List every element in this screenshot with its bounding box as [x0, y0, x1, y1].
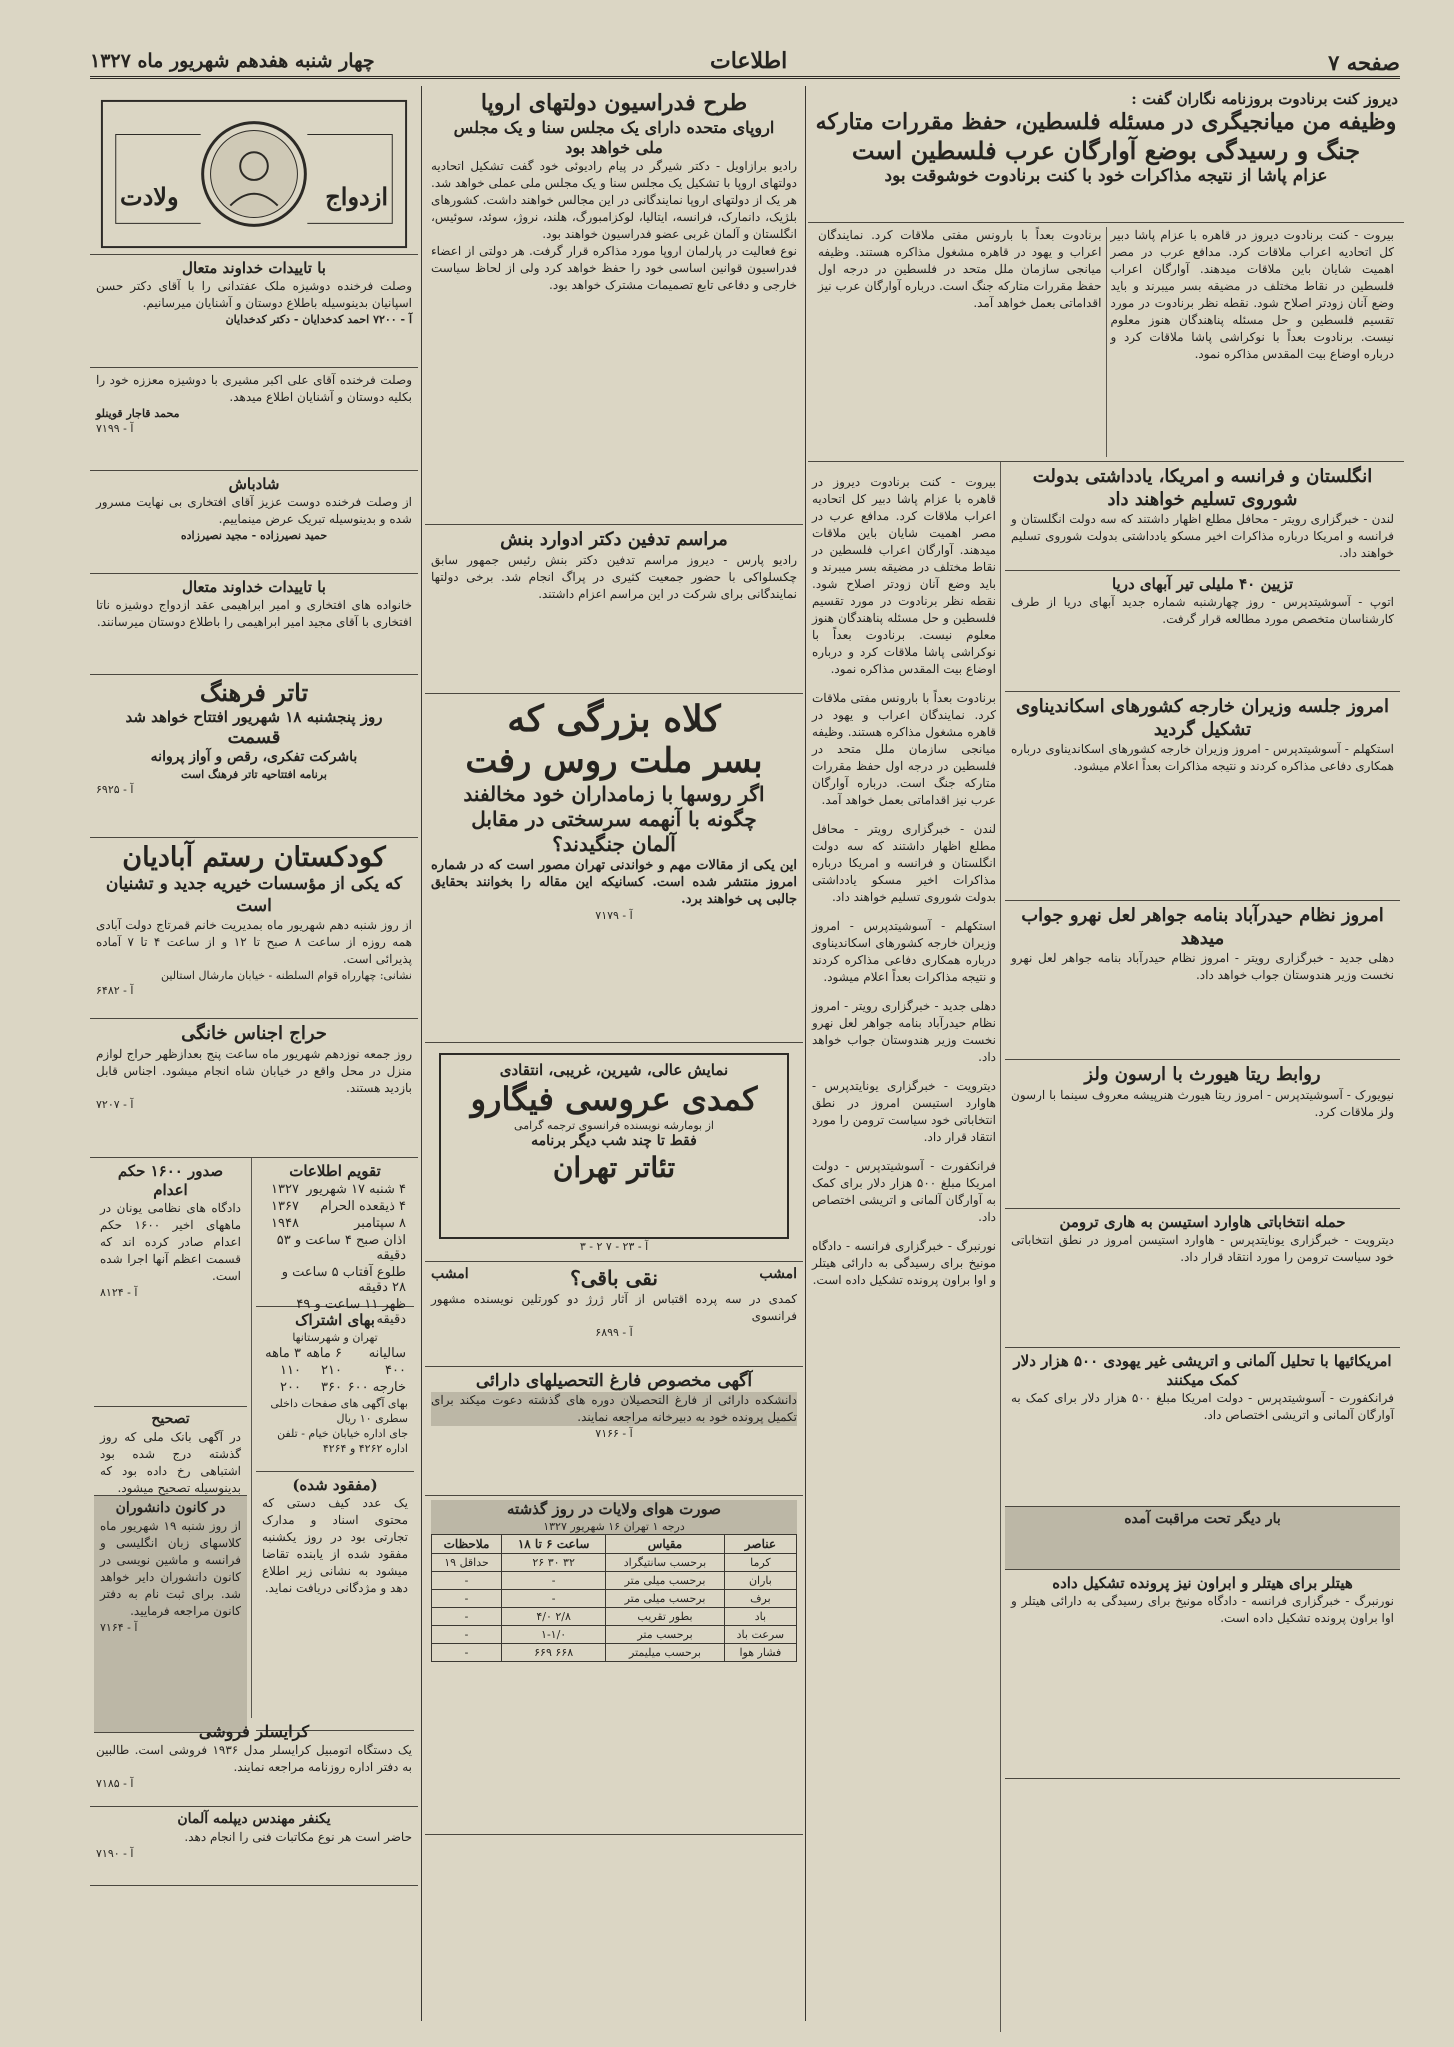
news-text: استکهلم - آسوشیتدپرس - امروز وزیران خارجه کشورهای اسکاندیناوی درباره همکاری دفاعی مذاکره کردند و نتیجه مذاکرات بعداً اعلام میشود.	[1011, 742, 1394, 773]
subscription-note: بهای آگهی های صفحات داخلی سطری ۱۰ ریال	[270, 1396, 408, 1425]
ad-code: آ - ۷۱۶۶	[595, 1427, 633, 1441]
notice-text: در آگهی بانک ملی که روز گذشته درج شده بود اشتباهی رخ داده بود که بدینوسیله تصحیح میشود.	[100, 1429, 241, 1495]
notice-text: یک عدد کیف دستی که محتوی اسناد و مدارک تجارتی بود در روز یکشنبه مفقود شده از یابنده تقاضا میشود به نشانی زیر اطلاع دهد و مژدگانی دریافت نماید.	[262, 1495, 408, 1595]
subscription-subtitle: تهران و شهرستانها	[292, 1330, 378, 1344]
subscription-table	[262, 1345, 408, 1396]
tonight-ad	[425, 1262, 803, 1367]
story-text: نوع فعالیت در پارلمان اروپا مورد مذاکره قرار گرفت. هر دولتی از اعضاء فدراسیون قوانین اساسی خود را حفظ خواهد کرد ولی از لحاظ سیاست خارجی و دفاعی تابع تصمیمات مشترک خواهد بود.	[431, 243, 797, 292]
ad-subhead: اگر روسها با زمامداران خود مخالفند	[463, 781, 765, 806]
weather-header-row	[432, 1534, 797, 1553]
tonight-row	[431, 1266, 797, 1291]
page-header	[90, 28, 1400, 79]
school-ad	[94, 1496, 247, 1733]
ad-code: آ - ۲۳ - ۷ ۲ - ۳	[579, 1240, 649, 1253]
ad-subhead: چگونه با آنهمه سرسختی در مقابل	[471, 806, 757, 831]
ad-code: آ - ۶۹۲۵	[96, 782, 134, 796]
news-text: دهلی جدید - خبرگزاری رویتر - امروز نظام حیدرآباد بنامه جواهر لعل نهرو نخست وزیر هندوستان جواب خواهد داد.	[1011, 951, 1394, 982]
ad-code: آ - ۷۱۸۵	[96, 1777, 134, 1790]
europe-story	[425, 86, 803, 525]
news-item	[1005, 462, 1400, 571]
calendar-row: طلوع آفتاب ۵ ساعت و ۲۸ دقیقه	[281, 1264, 406, 1295]
announcement-text: از وصلت فرخنده دوست عزیز آقای افتخاری بی نهایت مسرور شده و بدینوسیله تبریک عرض مینماییم.	[96, 494, 412, 526]
weather-row: باران برحسب میلی متر - -	[432, 1571, 797, 1589]
news-title: امریکائیها با تحلیل آلمانی و اتریشی غیر یهودی ۵۰۰ هزار دلار کمک میکنند	[1013, 1352, 1392, 1389]
calendar-row: ۴ ذیقعده الحرام ۱۳۶۷	[271, 1198, 406, 1214]
subscription-box	[256, 1307, 414, 1472]
emblem-label-marriage: ازدواج	[325, 182, 388, 211]
engineer-ad	[90, 1807, 418, 1886]
news-item	[1005, 1209, 1400, 1348]
ad-title: تاتر فرهنگ	[199, 678, 309, 707]
calendar-table	[262, 1181, 408, 1328]
subscription-row: خارجه ۶۰۰ ۳۶۰ ۲۰۰	[280, 1379, 406, 1395]
story-kicker: دیروز کنت برنادوت بروزنامه نگاران گفت :	[1131, 90, 1398, 108]
news-item	[1005, 1570, 1400, 1779]
news-column	[1001, 462, 1404, 2032]
ad-title: نقی باقی؟	[570, 1266, 658, 1290]
announcement-names: آ - ۷۲۰۰ احمد کدخدایان - دکتر کدخدایان	[225, 312, 412, 326]
ad-line: روز پنجشنبه ۱۸ شهریور افتتاح خواهد شد	[125, 707, 383, 726]
weather-row: سرعت باد برحسب متر ۱-۱/۰ -	[432, 1625, 797, 1643]
ad-code: آ - ۷۱۶۴	[100, 1620, 138, 1634]
ad-theater: تئاتر تهران	[552, 1150, 676, 1184]
theater-ad	[90, 675, 418, 838]
announcement-text: وصلت فرخنده آقای علی اکبر مشیری با دوشیزه معززه خود را بکلیه دوستان و آشنایان اطلاع میدهد.	[96, 373, 412, 404]
column-rule	[421, 86, 422, 2021]
funeral-story	[425, 525, 803, 694]
ad-code: آ - ۷۲۰۷	[96, 1097, 134, 1111]
column-right	[808, 86, 1404, 2021]
lead-story-head	[808, 86, 1404, 223]
story-text: رادیو پارس - دیروز مراسم تدفین دکتر بنش رئیس جمهور سابق چکسلواکی با حضور جمعیت کثیری در پراگ انجام شد. برخی دولتها نمایندگانی برای شرکت در این مراسم اعزام داشتند.	[431, 552, 797, 601]
lead-story-body	[808, 223, 1404, 462]
ad-headline: کلاه بزرگی که	[507, 698, 721, 740]
story-text: بیروت - کنت برنادوت دیروز در قاهره با عزام پاشا دبیر کل اتحادیه اعراب ملاقات کرد. مدافع عرب در مصر اهمیت شایان باین ملاقات میدهند. آوارگان اعراب فلسطین در نقاط مختلف در مضیقه بسر میبرند و باید وضع آنان زودتر اصلاح شود. نقطه نظر برنادوت در مورد تقسیم فلسطین و حل مسئله پناهندگان هنوز معلوم نیست. برنادوت بعداً با نوکراشی پاشا ملاقات کرد و درباره اوضاع بیت المقدس مذاکره نمود.	[1110, 228, 1394, 361]
emblem-label-birth: ولادت	[120, 182, 179, 211]
left-col-left	[90, 1158, 252, 1718]
notice-title: (مفقود شده)	[292, 1476, 378, 1494]
column-rule	[805, 86, 806, 2021]
issue-date: چهار شنبه هفدهم شهریور ماه ۱۳۲۷	[90, 50, 375, 72]
weather-title: صورت هوای ولایات در روز گذشته	[431, 1500, 797, 1519]
page-number: صفحه ۷	[1328, 50, 1400, 75]
auction-ad	[90, 1019, 418, 1158]
ad-text: از روز شنبه دهم شهریور ماه بمدیریت خانم قمرتاج دولت آبادی همه روزه از ساعت ۸ صبح تا ۱۲ و از ساعت ۴ تا ۷ آماده پذیرائی است.	[96, 917, 412, 966]
story-code: آ - ۸۱۲۴	[100, 1285, 138, 1299]
announcement	[90, 255, 418, 368]
news-title: روابط ریتا هیورث با ارسون ولز	[1084, 1064, 1321, 1085]
news-item	[1005, 1060, 1400, 1209]
weather-report	[425, 1496, 803, 1835]
ad-code: آ - ۷۱۷۹	[595, 908, 633, 922]
ad-subhead: که یکی از مؤسسات خیریه جدید و تشنیان است	[105, 874, 403, 916]
weather-header: مقیاس	[606, 1534, 725, 1553]
announcements-emblem	[90, 86, 418, 255]
weather-row: فشار هوا برحسب میلیمتر ۶۶۸ ۶۶۹ -	[432, 1643, 797, 1661]
news-title: امروز نظام حیدرآباد بنامه جواهر لعل نهرو جواب میدهد	[1021, 905, 1384, 949]
figaro-box	[439, 1053, 789, 1239]
magazine-ad	[425, 694, 803, 1043]
news-text: دیترویت - خبرگزاری یونایتدپرس - هاوارد استیسن امروز در نطق انتخاباتی خود سیاست ترومن را مورد انتقاد قرار داد.	[1011, 1232, 1394, 1264]
sub-columns	[808, 462, 1404, 2032]
kindergarten-ad	[90, 838, 418, 1019]
story-subhead: اروپای متحده دارای یک مجلس سنا و یک مجلس	[453, 117, 775, 137]
announcement-text: وصلت فرخنده دوشیزه ملک عفتدانی را با آقای دکتر حسن اسپانیان بدینوسیله باطلاع دوستان و آشنایان میرسانیم.	[96, 278, 412, 310]
ad-line: فقط تا چند شب دیگر برنامه	[531, 1133, 697, 1150]
ad-text: روز جمعه نوزدهم شهریور ماه ساعت پنج بعدازظهر حراج لوازم منزل در محل واقع در خیابان شاه انجام میشود. اجناس قابل بازدید هستند.	[96, 1046, 412, 1095]
news-item	[1005, 571, 1400, 692]
news-item	[1005, 901, 1400, 1060]
announcement-text: خانواده های افتخاری و امیر ابراهیمی عقد ازدواج دوشیزه ناتا افتخاری با آقای مجید امیر ابراهیمی را باطلاع دوستان میرسانند.	[96, 597, 412, 629]
news-title: هیتلر برای هیتلر و ابراون نیز پرونده تشکیل داده	[1052, 1574, 1353, 1592]
story-headline: طرح فدراسیون دولتهای اروپا	[480, 90, 748, 116]
news-title: بار دیگر تحت مراقبت آمده	[1124, 1511, 1281, 1527]
news-text: نیویورک - آسوشیتدپرس - امروز ریتا هیورث هنرپیشه معروف سینما با ارسون ولز ملاقات کرد.	[1011, 1087, 1394, 1119]
ad-code: آ - ۶۸۹۹	[595, 1326, 633, 1339]
ad-text: این یکی از مقالات مهم و خواندنی تهران مصور است که در شماره امروز منتشر شده است. کسانیکه این مقاله را بخوانند بحقایق جالبی پی خواهند برد.	[431, 857, 797, 907]
calendar-row: ظهر ۱۱ ساعت و ۴۹ دقیقه	[296, 1296, 406, 1327]
story-title: صدور ۱۶۰۰ حکم اعدام	[117, 1162, 224, 1199]
death-sentence-story	[94, 1158, 247, 1407]
subscription-title: بهای اشتراک	[295, 1311, 375, 1329]
story-text: برنادوت بعداً با بارونس مفتی ملاقات کرد. نمایندگان اعراب و یهود در قاهره مشغول مذاکره هستند. وظیفه میانجی سازمان ملل متحد در فلسطین در درجه اول حفظ مقررات متارکه جنگ است. درباره آوارگان عرب نیز اقداماتی بعمل خواهد آمد.	[814, 227, 1107, 457]
ad-text: از روز شنبه ۱۹ شهریور ماه کلاسهای زبان انگلیسی و فرانسه و ماشین نویسی در کانون دانشوران دایر خواهد شد. برای ثبت نام به دفتر کانون مراجعه فرمایید.	[100, 1518, 242, 1618]
ad-line: باشرکت تفکری، رقص و آواز پروانه	[150, 749, 358, 766]
wedding-birth-emblem-icon	[96, 90, 412, 258]
figaro-ad	[425, 1043, 803, 1262]
news-text: لندن - خبرگزاری رویتر - محافل مطلع اظهار داشتند که سه دولت انگلستان و فرانسه و امریکا درباره مذاکرات اخیر مسکو یادداشتی بدولت شوروی تسلیم خواهند داد.	[1011, 512, 1394, 560]
announcement-title: با تاییدات خداوند متعال	[182, 259, 326, 277]
weather-table	[431, 1534, 797, 1662]
lost-notice	[256, 1472, 414, 1731]
news-title: امروز جلسه وزیران خارجه کشورهای اسکاندیناوی تشکیل گردید	[1015, 696, 1390, 740]
weather-row: برف برحسب میلی متر - -	[432, 1589, 797, 1607]
news-title: انگلستان و فرانسه و امریکا، یادداشتی بدولت شوروی تسلیم خواهند داد	[1032, 466, 1373, 510]
calendar-row: ۸ سپتامبر ۱۹۴۸	[271, 1215, 406, 1231]
ad-line: برنامه افتتاحیه تاتر فرهنگ است	[181, 767, 327, 781]
ad-title: کودکستان رستم آبادیان	[122, 842, 386, 873]
story-text: دادگاه های نظامی یونان در ماههای اخیر ۱۶۰۰ حکم اعدام صادر کرده اند که قسمت اعظم آنها اجرا شده است.	[100, 1200, 241, 1283]
story-subhead: ملی خواهد بود	[565, 137, 663, 157]
ad-title: در کانون دانشوران	[115, 1500, 226, 1516]
announcement-title: با تاییدات خداوند متعال	[182, 578, 326, 596]
ad-title: کرایسلر فروشی	[198, 1722, 310, 1741]
left-sub-columns	[90, 1158, 418, 1718]
ad-code: آ - ۶۴۸۲	[96, 983, 134, 997]
announcement-sign: محمد قاجار قوینلو	[96, 407, 180, 420]
announcement	[90, 574, 418, 675]
weather-row: کرما برحسب سانتیگراد ۳۲ ۳۰ ۲۶ حداقل ۱۹	[432, 1553, 797, 1571]
masthead: اطلاعات	[710, 48, 788, 74]
correction-notice	[94, 1407, 247, 1496]
finance-notice	[425, 1367, 803, 1496]
story-headline: مراسم تدفین دکتر ادوارد بنش	[500, 529, 728, 550]
tonight-label: امشب	[431, 1266, 469, 1282]
left-col-right	[252, 1158, 418, 1718]
notice-title: تصحیح	[151, 1411, 190, 1427]
announcement-title: شادباش	[228, 475, 280, 493]
ad-code: آ - ۷۱۹۰	[96, 1846, 134, 1860]
news-title: تزیین ۴۰ ملیلی تیر آبهای دریا	[1111, 575, 1294, 593]
news-item	[1005, 1348, 1400, 1507]
weather-header: ساعت ۶ تا ۱۸	[502, 1534, 606, 1553]
ad-text: کمدی در سه پرده اقتباس از آثار ژرژ دو کورتلین نویسنده مشهور فرانسوی	[431, 1292, 797, 1323]
ad-line: از بومارشه نویسنده فرانسوی ترجمه گرامی	[514, 1119, 714, 1133]
ad-text: حاضر است هر نوع مکاتبات فنی را انجام دهد.	[184, 1829, 412, 1844]
story-headline: جنگ و رسیدگی بوضع آوارگان عرب فلسطین است	[851, 136, 1361, 166]
story-continuation: بیروت - کنت برنادوت دیروز در قاهره با عزام پاشا دبیر کل اتحادیه اعراب ملاقات کرد. مدافع عرب در مصر اهمیت شایان باین ملاقات میدهند. آوارگان اعراب فلسطین در نقاط مختلف در مضیقه بسر میبرند و باید وضع آنان زودتر اصلاح شود. نقطه نظر برنادوت در مورد تقسیم فلسطین و حل مسئله پناهندگان هنوز معلوم نیست. برنادوت بعداً با نوکراشی پاشا ملاقات کرد و درباره اوضاع بیت المقدس مذاکره نمود. برنادوت بعداً با بارونس مفتی ملاقات کرد. نمایندگان اعراب و یهود در قاهره مشغول مذاکره هستند. وظیفه میانجی سازمان ملل متحد در فلسطین در درجه اول حفظ مقررات متارکه جنگ است. درباره آوارگان عرب نیز اقداماتی بعمل خواهد آمد. لندن - خبرگزاری رویتر - محافل مطلع اظهار داشتند که سه دولت انگلستان و فرانسه و امریکا درباره مذاکرات اخیر مسکو یادداشتی بدولت شوروی تسلیم خواهند داد. استکهلم - آسوشیتدپرس - امروز وزیران خارجه کشورهای اسکاندیناوی درباره همکاری دفاعی مذاکره کردند و نتیجه مذاکرات بعداً اعلام میشود. دهلی جدید - خبرگزاری رویتر - امروز نظام حیدرآباد بنامه جواهر لعل نهرو نخست وزیر هندوستان جواب خواهد داد. دیترویت - خبرگزاری یونایتدپرس - هاوارد استیسن امروز در نطق انتخاباتی خود سیاست ترومن را مورد انتقاد قرار داد. فرانکفورت - آسوشیتدپرس - دولت امریکا مبلغ ۵۰۰ هزار دلار برای کمک به آوارگان آلمانی و اتریشی اختصاص داد. نورنبرگ - خبرگزاری فرانسه - دادگاه مونیخ برای رسیدگی به دارائی هیتلر و اوا براون پرونده تشکیل داده است.	[812, 475, 996, 1287]
column-middle	[425, 86, 803, 2021]
weather-subtitle: درجه ۱ تهران ۱۶ شهریور ۱۳۲۷	[431, 1519, 797, 1534]
news-text: فرانکفورت - آسوشیتدپرس - دولت امریکا مبلغ ۵۰۰ هزار دلار برای کمک به آوارگان آلمانی و اتریشی اختصاص داد.	[1011, 1390, 1394, 1422]
subscription-row: ۴۰۰ ۲۱۰ ۱۱۰	[280, 1362, 406, 1378]
calendar-row: اذان صبح ۴ ساعت و ۵۳ دقیقه	[276, 1232, 406, 1263]
news-text: نورنبرگ - خبرگزاری فرانسه - دادگاه مونیخ برای رسیدگی به دارائی هیتلر و اوا براون پرونده تشکیل داده است.	[1011, 1593, 1394, 1625]
story-subhead: عزام پاشا از نتیجه مذاکرات خود با کنت برنادوت خوشوقت بود	[884, 166, 1328, 187]
news-text: اتوپ - آسوشیتدپرس - روز چهارشنبه شماره جدید آبهای دریا از طرف کارشناسان متخصص مورد مطالعه قرار گرفت.	[1011, 594, 1394, 626]
ad-title: حراج اجناس خانگی	[181, 1023, 327, 1044]
announcement	[90, 471, 418, 574]
announcement	[90, 368, 418, 471]
news-item	[1005, 1507, 1400, 1570]
ad-line: قسمت	[227, 726, 281, 748]
weather-row: باد بطور تقریب ۲/۸ ۴/۰ -	[432, 1607, 797, 1625]
notice-text: دانشکده دارائی از فارغ التحصیلان دوره های گذشته دعوت میکند برای تکمیل پرونده خود به دبیرخانه مراجعه نمایند.	[431, 1393, 797, 1425]
ad-headline: بسر ملت روس رفت	[465, 741, 763, 782]
tonight-label: امشب	[759, 1266, 797, 1282]
announcement-code: آ - ۷۱۹۹	[96, 422, 134, 435]
weather-header: عناصر	[724, 1534, 796, 1553]
ad-kicker: نمایش عالی، شیرین، غریبی، انتقادی	[499, 1061, 729, 1079]
calendar-title: تقویم اطلاعات	[289, 1162, 381, 1180]
news-item	[1005, 692, 1400, 901]
column-left	[90, 86, 418, 2021]
story-headline: وظیفه من میانجیگری در مسئله فلسطین، حفظ مقررات متارکه	[815, 108, 1397, 135]
story-text: رادیو برازاویل - دکتر شیرگر در پیام رادیوئی خود گفت تشکیل اتحادیه دولتهای اروپا با تشکیل یک مجلس سنا و یک مجلس ملی عملی خواهد شد. هر یک از دولتهای اروپا نمایندگانی در این مجالس خواهند داشت. کشورهای بلژیک، دانمارک، فرانسه، ایتالیا، لوکزامبورگ، هلند، نروژ، سوئد، سوئیس، انگلستان و آلمان غربی عضو فدراسیون خواهند بود.	[431, 158, 797, 241]
ad-title: کمدی عروسی فیگارو	[470, 1079, 758, 1118]
ad-text: یک دستگاه اتومبیل کرایسلر مدل ۱۹۳۶ فروشی است. طالبین به دفتر اداره روزنامه مراجعه نمایند.	[96, 1743, 413, 1774]
ad-address: نشانی: چهارراه قوام السلطنه - خیابان مارشال استالین	[161, 968, 412, 982]
news-column	[808, 462, 1001, 2032]
ad-subhead: آلمان جنگیدند؟	[552, 831, 676, 856]
announcement-names: حمید نصیرزاده - مجید نصیرزاده	[180, 528, 328, 542]
subscription-address: جای اداره خیابان خیام - تلفن اداره ۴۲۶۲ و ۴۲۶۴	[277, 1426, 408, 1455]
calendar-row: ۴ شنبه ۱۷ شهریور ۱۳۲۷	[271, 1181, 406, 1197]
notice-title: آگهی مخصوص فارغ التحصیلهای دارائی	[475, 1371, 753, 1391]
car-sale-ad	[90, 1718, 418, 1807]
subscription-row: سالیانه ۶ ماهه ۳ ماهه	[265, 1345, 406, 1361]
ad-title: یکنفر مهندس دیپلمه آلمان	[177, 1811, 331, 1827]
weather-header: ملاحظات	[432, 1534, 502, 1553]
news-title: حمله انتخاباتی هاوارد استیسن به هاری ترومن	[1059, 1213, 1346, 1231]
